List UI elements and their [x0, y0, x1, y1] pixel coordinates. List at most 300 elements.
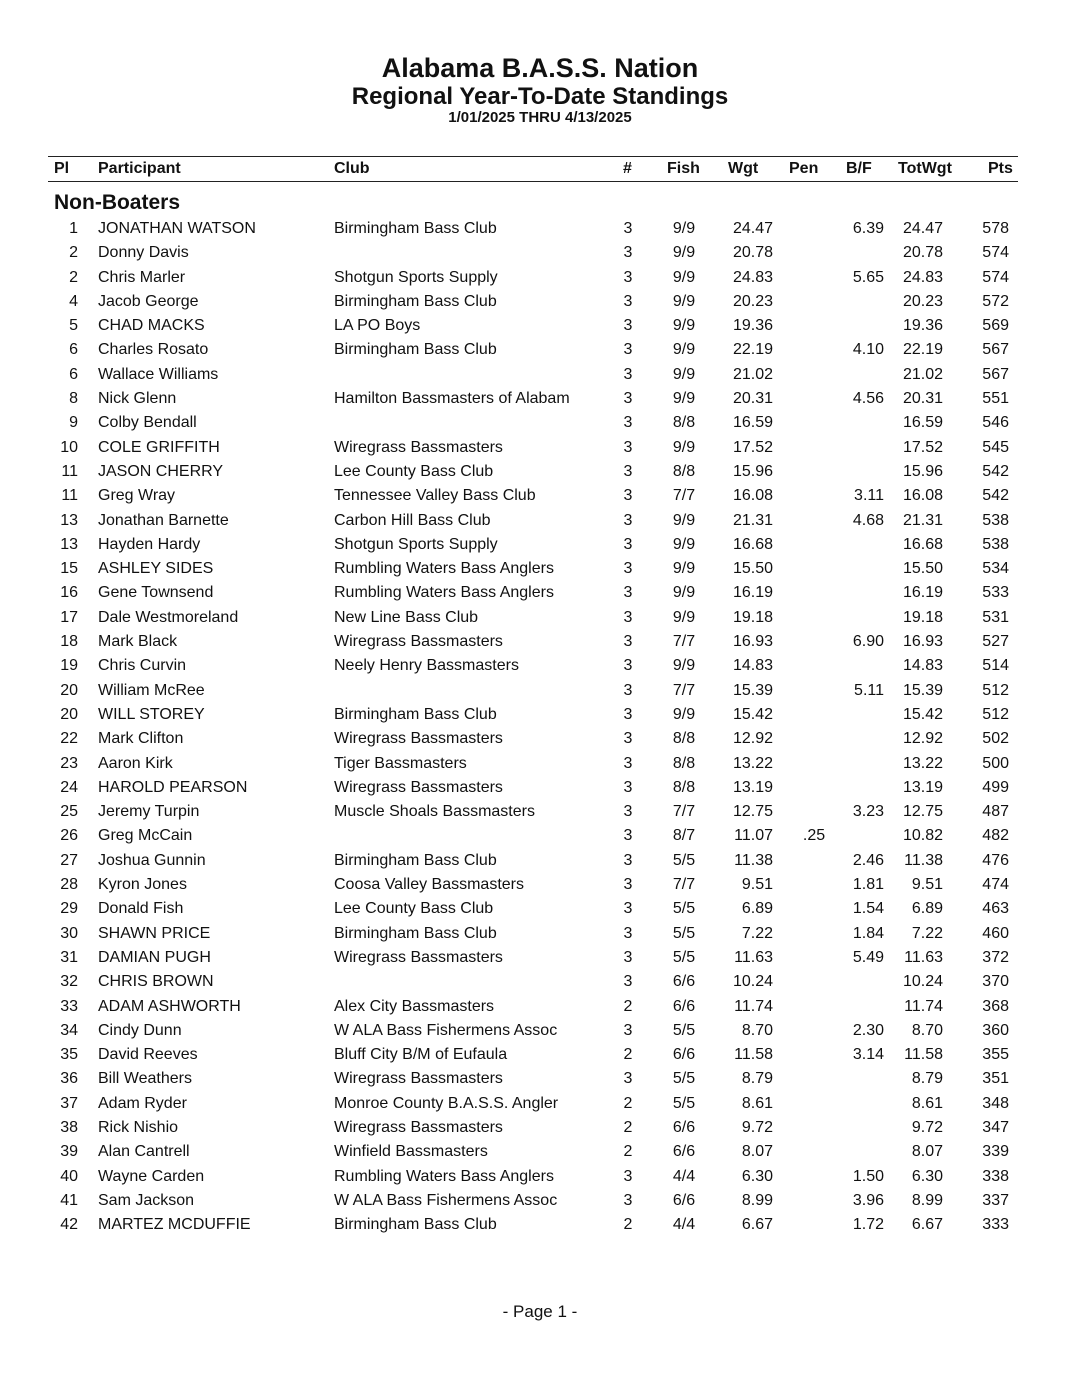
cell-place: 28	[60, 876, 78, 894]
cell-totwgt: 8.79	[911, 1070, 943, 1088]
cell-place: 16	[60, 584, 78, 602]
cell-wgt: 15.39	[732, 681, 773, 699]
cell-participant: Chris Marler	[98, 268, 186, 286]
cell-num: 3	[623, 1070, 633, 1088]
cell-bf: 3.11	[854, 487, 884, 505]
cell-participant: Adam Ryder	[98, 1094, 187, 1112]
section-title: Non-Boaters	[54, 191, 181, 214]
cell-num: 2	[623, 997, 633, 1015]
cell-club: Lee County Bass Club	[334, 900, 494, 918]
table-row	[48, 1165, 1018, 1189]
cell-fish: 5/5	[672, 1094, 696, 1112]
cell-bf: 1.50	[852, 1167, 884, 1185]
cell-num: 3	[623, 341, 633, 359]
cell-pts: 545	[982, 438, 1009, 456]
cell-totwgt: 11.38	[904, 851, 943, 869]
cell-fish: 6/6	[672, 1143, 696, 1161]
cell-pts: 502	[982, 730, 1009, 748]
table-row	[48, 824, 1018, 848]
standings-table	[48, 156, 1018, 1237]
cell-fish: 8/8	[672, 414, 696, 432]
cell-fish: 8/8	[672, 730, 696, 748]
cell-pts: 531	[982, 608, 1009, 626]
cell-wgt: 11.74	[734, 997, 773, 1015]
table-row	[48, 509, 1018, 533]
cell-num: 3	[623, 414, 633, 432]
cell-fish: 7/7	[672, 803, 696, 821]
cell-pts: 527	[982, 633, 1009, 651]
cell-num: 3	[623, 973, 633, 991]
cell-wgt: 7.22	[741, 924, 773, 942]
cell-wgt: 24.83	[732, 268, 773, 286]
cell-pts: 551	[982, 390, 1009, 408]
cell-totwgt: 9.72	[911, 1118, 943, 1136]
cell-participant: Kyron Jones	[98, 876, 187, 894]
cell-wgt: 20.31	[732, 390, 773, 408]
cell-num: 3	[623, 268, 633, 286]
cell-totwgt: 8.70	[911, 1021, 943, 1039]
cell-fish: 9/9	[672, 365, 696, 383]
cell-totwgt: 20.23	[902, 292, 943, 310]
cell-pts: 338	[982, 1167, 1009, 1185]
cell-pts: 512	[982, 681, 1009, 699]
cell-bf: 1.72	[852, 1216, 884, 1234]
cell-place: 8	[69, 390, 78, 408]
cell-participant: Charles Rosato	[98, 341, 209, 359]
cell-place: 26	[60, 827, 78, 845]
cell-num: 3	[623, 560, 633, 578]
cell-wgt: 16.08	[732, 487, 773, 505]
cell-pts: 538	[982, 535, 1009, 553]
cell-club: Wiregrass Bassmasters	[334, 633, 503, 651]
cell-num: 3	[623, 633, 633, 651]
cell-club: Shotgun Sports Supply	[334, 268, 498, 286]
cell-num: 3	[623, 244, 633, 262]
cell-club: Coosa Valley Bassmasters	[334, 876, 524, 894]
cell-bf: 1.54	[852, 900, 884, 918]
cell-fish: 9/9	[672, 560, 696, 578]
cell-num: 3	[623, 1021, 633, 1039]
cell-totwgt: 17.52	[902, 438, 943, 456]
cell-participant: Mark Clifton	[98, 730, 184, 748]
cell-totwgt: 10.82	[902, 827, 943, 845]
cell-participant: MARTEZ MCDUFFIE	[98, 1216, 251, 1234]
cell-wgt: 8.61	[741, 1094, 773, 1112]
table-row	[48, 752, 1018, 776]
col-header-pen: Pen	[789, 160, 819, 177]
cell-pts: 499	[982, 778, 1009, 796]
cell-num: 3	[623, 511, 633, 529]
cell-pen: .25	[802, 827, 826, 845]
table-row	[48, 217, 1018, 241]
cell-pts: 347	[982, 1118, 1009, 1136]
cell-participant: WILL STOREY	[98, 705, 205, 723]
cell-place: 31	[60, 948, 78, 966]
cell-pts: 333	[982, 1216, 1009, 1234]
cell-pts: 569	[982, 317, 1009, 335]
cell-place: 32	[60, 973, 78, 991]
cell-fish: 7/7	[672, 487, 696, 505]
cell-wgt: 16.68	[732, 535, 773, 553]
cell-wgt: 19.18	[732, 608, 773, 626]
cell-club: Monroe County B.A.S.S. Angler	[334, 1094, 559, 1112]
cell-fish: 9/9	[672, 268, 696, 286]
cell-num: 3	[623, 584, 633, 602]
cell-wgt: 21.31	[732, 511, 773, 529]
cell-club: Birmingham Bass Club	[334, 1216, 497, 1234]
col-header-num: #	[623, 160, 632, 177]
cell-num: 3	[623, 803, 633, 821]
cell-place: 42	[60, 1216, 78, 1234]
cell-participant: Chris Curvin	[98, 657, 187, 675]
cell-place: 6	[69, 365, 78, 383]
cell-participant: Donny Davis	[98, 244, 189, 262]
col-header-club: Club	[334, 160, 370, 177]
col-header-fish: Fish	[667, 160, 700, 177]
table-row	[48, 922, 1018, 946]
cell-totwgt: 8.61	[911, 1094, 943, 1112]
cell-participant: Rick Nishio	[98, 1118, 179, 1136]
cell-num: 2	[623, 1118, 633, 1136]
cell-pts: 355	[982, 1046, 1009, 1064]
cell-club: Hamilton Bassmasters of Alabam	[334, 390, 570, 408]
cell-participant: ASHLEY SIDES	[98, 560, 214, 578]
cell-totwgt: 6.67	[911, 1216, 943, 1234]
cell-pts: 567	[982, 341, 1009, 359]
cell-club: Rumbling Waters Bass Anglers	[334, 560, 554, 578]
cell-club: Shotgun Sports Supply	[334, 535, 498, 553]
cell-wgt: 24.47	[732, 220, 773, 237]
cell-num: 3	[623, 535, 633, 553]
cell-place: 6	[69, 341, 78, 359]
date-range: 1/01/2025 THRU 4/13/2025	[448, 109, 632, 126]
cell-fish: 8/8	[672, 778, 696, 796]
cell-wgt: 15.96	[732, 462, 773, 480]
cell-bf: 4.56	[852, 390, 884, 408]
cell-pts: 512	[982, 705, 1009, 723]
table-row	[48, 460, 1018, 484]
table-row	[48, 630, 1018, 654]
table-row	[48, 533, 1018, 557]
cell-pts: 567	[982, 365, 1009, 383]
cell-pts: 578	[982, 220, 1009, 237]
cell-place: 18	[60, 633, 78, 651]
cell-wgt: 8.79	[741, 1070, 773, 1088]
cell-totwgt: 22.19	[902, 341, 943, 359]
cell-wgt: 15.42	[732, 705, 773, 723]
cell-pts: 339	[982, 1143, 1009, 1161]
cell-bf: 5.65	[852, 268, 884, 286]
cell-participant: Gene Townsend	[98, 584, 214, 602]
cell-participant: William McRee	[98, 681, 205, 699]
cell-bf: 3.96	[852, 1191, 884, 1209]
cell-wgt: 16.19	[732, 584, 773, 602]
cell-participant: DAMIAN PUGH	[98, 948, 211, 966]
cell-num: 3	[623, 778, 633, 796]
cell-place: 23	[60, 754, 78, 772]
table-row	[48, 606, 1018, 630]
cell-bf: 6.90	[852, 633, 884, 651]
cell-place: 25	[60, 803, 78, 821]
cell-totwgt: 15.50	[902, 560, 943, 578]
cell-participant: JONATHAN WATSON	[98, 220, 256, 237]
cell-participant: David Reeves	[98, 1046, 198, 1064]
table-row	[48, 703, 1018, 727]
cell-totwgt: 21.31	[902, 511, 943, 529]
cell-fish: 9/9	[672, 438, 696, 456]
cell-bf: 3.14	[852, 1046, 884, 1064]
cell-wgt: 11.58	[734, 1046, 773, 1064]
table-row	[48, 946, 1018, 970]
cell-fish: 9/9	[672, 511, 696, 529]
cell-participant: Hayden Hardy	[98, 535, 201, 553]
cell-num: 3	[623, 827, 633, 845]
cell-club: Tennessee Valley Bass Club	[334, 487, 536, 505]
cell-club: Winfield Bassmasters	[334, 1143, 488, 1161]
cell-club: Birmingham Bass Club	[334, 924, 497, 942]
cell-participant: Jeremy Turpin	[98, 803, 200, 821]
table-row	[48, 727, 1018, 751]
cell-num: 3	[623, 608, 633, 626]
cell-place: 13	[60, 535, 78, 553]
cell-participant: SHAWN PRICE	[98, 924, 211, 942]
cell-place: 13	[60, 511, 78, 529]
cell-totwgt: 8.99	[911, 1191, 943, 1209]
cell-totwgt: 6.89	[911, 900, 943, 918]
cell-totwgt: 8.07	[911, 1143, 943, 1161]
cell-participant: Cindy Dunn	[98, 1021, 182, 1039]
table-row	[48, 800, 1018, 824]
cell-participant: CHAD MACKS	[98, 317, 205, 335]
cell-totwgt: 11.63	[904, 948, 943, 966]
cell-bf: 4.10	[852, 341, 884, 359]
table-row	[48, 314, 1018, 338]
cell-place: 29	[60, 900, 78, 918]
cell-club: Birmingham Bass Club	[334, 705, 497, 723]
cell-totwgt: 7.22	[911, 924, 943, 942]
cell-wgt: 22.19	[732, 341, 773, 359]
cell-wgt: 8.07	[741, 1143, 773, 1161]
cell-pts: 372	[982, 948, 1009, 966]
cell-participant: Bill Weathers	[98, 1070, 192, 1088]
cell-totwgt: 19.36	[902, 317, 943, 335]
cell-bf: 2.30	[852, 1021, 884, 1039]
cell-place: 24	[60, 778, 78, 796]
cell-club: Rumbling Waters Bass Anglers	[334, 1167, 554, 1185]
document-subtitle: Regional Year-To-Date Standings	[351, 83, 729, 110]
cell-pts: 368	[982, 997, 1009, 1015]
cell-club: Wiregrass Bassmasters	[334, 1118, 503, 1136]
cell-participant: ADAM ASHWORTH	[98, 997, 241, 1015]
cell-participant: Joshua Gunnin	[98, 851, 206, 869]
cell-club: LA PO Boys	[334, 317, 421, 335]
cell-num: 3	[623, 390, 633, 408]
cell-totwgt: 16.08	[902, 487, 943, 505]
table-header	[48, 156, 1018, 182]
cell-place: 19	[60, 657, 78, 675]
cell-totwgt: 24.47	[902, 220, 943, 237]
cell-num: 3	[623, 1191, 633, 1209]
cell-fish: 9/9	[672, 317, 696, 335]
cell-club: Bluff City B/M of Eufaula	[334, 1046, 508, 1064]
cell-fish: 4/4	[672, 1167, 696, 1185]
cell-pts: 370	[982, 973, 1009, 991]
cell-fish: 5/5	[672, 924, 696, 942]
cell-place: 11	[61, 462, 78, 480]
cell-club: Birmingham Bass Club	[334, 292, 497, 310]
col-header-totwgt: TotWgt	[898, 160, 952, 177]
cell-wgt: 6.67	[741, 1216, 773, 1234]
cell-fish: 9/9	[672, 220, 696, 237]
table-row	[48, 436, 1018, 460]
table-body	[48, 217, 1018, 1237]
cell-participant: Greg Wray	[98, 487, 176, 505]
cell-club: Wiregrass Bassmasters	[334, 1070, 503, 1088]
cell-wgt: 17.52	[732, 438, 773, 456]
cell-place: 10	[60, 438, 78, 456]
document-header	[0, 52, 1080, 126]
table-row	[48, 363, 1018, 387]
cell-fish: 9/9	[672, 244, 696, 262]
cell-fish: 5/5	[672, 900, 696, 918]
cell-wgt: 20.78	[732, 244, 773, 262]
cell-fish: 9/9	[672, 657, 696, 675]
cell-place: 15	[60, 560, 78, 578]
table-row	[48, 338, 1018, 362]
document-title: Alabama B.A.S.S. Nation	[381, 53, 699, 83]
cell-num: 3	[623, 657, 633, 675]
cell-place: 39	[60, 1143, 78, 1161]
cell-wgt: 11.63	[734, 948, 773, 966]
table-row	[48, 897, 1018, 921]
table-row	[48, 1043, 1018, 1067]
cell-place: 37	[60, 1094, 78, 1112]
cell-pts: 533	[982, 584, 1009, 602]
cell-participant: JASON CHERRY	[98, 462, 224, 480]
table-row	[48, 484, 1018, 508]
cell-totwgt: 11.58	[904, 1046, 943, 1064]
cell-fish: 8/7	[672, 827, 696, 845]
cell-club: Neely Henry Bassmasters	[334, 657, 519, 675]
cell-bf: 5.49	[852, 948, 884, 966]
table-row	[48, 1067, 1018, 1091]
cell-fish: 5/5	[672, 851, 696, 869]
cell-participant: Greg McCain	[98, 827, 193, 845]
cell-bf: 2.46	[852, 851, 884, 869]
cell-fish: 5/5	[672, 1021, 696, 1039]
cell-participant: Jonathan Barnette	[98, 511, 229, 529]
cell-fish: 8/8	[672, 462, 696, 480]
cell-num: 3	[623, 220, 633, 237]
cell-pts: 538	[982, 511, 1009, 529]
cell-place: 5	[69, 317, 78, 335]
cell-pts: 474	[982, 876, 1009, 894]
cell-place: 17	[60, 608, 78, 626]
cell-pts: 546	[982, 414, 1009, 432]
cell-fish: 4/4	[672, 1216, 696, 1234]
cell-totwgt: 16.59	[902, 414, 943, 432]
cell-totwgt: 13.22	[902, 754, 943, 772]
cell-place: 22	[60, 730, 78, 748]
cell-bf: 3.23	[852, 803, 884, 821]
cell-wgt: 8.70	[741, 1021, 773, 1039]
cell-num: 3	[623, 487, 633, 505]
cell-totwgt: 16.19	[902, 584, 943, 602]
cell-wgt: 8.99	[741, 1191, 773, 1209]
cell-wgt: 15.50	[732, 560, 773, 578]
cell-pts: 482	[982, 827, 1009, 845]
cell-fish: 5/5	[672, 948, 696, 966]
table-row	[48, 1019, 1018, 1043]
cell-wgt: 13.19	[732, 778, 773, 796]
cell-club: W ALA Bass Fishermens Assoc	[334, 1021, 558, 1039]
cell-pts: 542	[982, 462, 1009, 480]
table-row	[48, 266, 1018, 290]
cell-place: 33	[60, 997, 78, 1015]
cell-pts: 337	[982, 1191, 1009, 1209]
cell-totwgt: 13.19	[902, 778, 943, 796]
cell-bf: 5.11	[854, 681, 884, 699]
cell-totwgt: 11.74	[904, 997, 943, 1015]
cell-num: 3	[623, 438, 633, 456]
col-header-pl: Pl	[54, 160, 70, 177]
cell-pts: 463	[982, 900, 1009, 918]
cell-place: 34	[60, 1021, 78, 1039]
cell-num: 2	[623, 1046, 633, 1064]
cell-place: 20	[60, 705, 78, 723]
cell-num: 3	[623, 900, 633, 918]
table-row	[48, 995, 1018, 1019]
cell-place: 41	[60, 1191, 78, 1209]
cell-participant: Wayne Carden	[98, 1167, 205, 1185]
cell-wgt: 12.92	[732, 730, 773, 748]
cell-num: 3	[623, 365, 633, 383]
cell-place: 4	[69, 292, 78, 310]
cell-totwgt: 21.02	[902, 365, 943, 383]
cell-club: Wiregrass Bassmasters	[334, 438, 503, 456]
cell-totwgt: 16.68	[902, 535, 943, 553]
cell-club: New Line Bass Club	[334, 608, 479, 626]
cell-fish: 9/9	[672, 292, 696, 310]
table-row	[48, 849, 1018, 873]
cell-pts: 542	[982, 487, 1009, 505]
cell-num: 3	[623, 462, 633, 480]
cell-pts: 476	[982, 851, 1009, 869]
table-row	[48, 290, 1018, 314]
cell-pts: 514	[982, 657, 1009, 675]
cell-totwgt: 9.51	[911, 876, 943, 894]
cell-club: Lee County Bass Club	[334, 462, 494, 480]
cell-club: Tiger Bassmasters	[334, 754, 467, 772]
cell-fish: 9/9	[672, 390, 696, 408]
cell-num: 3	[623, 948, 633, 966]
cell-place: 35	[60, 1046, 78, 1064]
cell-wgt: 19.36	[732, 317, 773, 335]
cell-wgt: 20.23	[732, 292, 773, 310]
cell-fish: 7/7	[672, 633, 696, 651]
table-row	[48, 873, 1018, 897]
cell-participant: Sam Jackson	[98, 1191, 195, 1209]
col-header-wgt: Wgt	[728, 160, 759, 177]
cell-wgt: 9.72	[741, 1118, 773, 1136]
cell-place: 27	[60, 851, 78, 869]
cell-num: 3	[623, 754, 633, 772]
cell-place: 40	[60, 1167, 78, 1185]
table-row	[48, 776, 1018, 800]
cell-participant: Mark Black	[98, 633, 178, 651]
cell-pts: 574	[982, 244, 1009, 262]
cell-place: 30	[60, 924, 78, 942]
